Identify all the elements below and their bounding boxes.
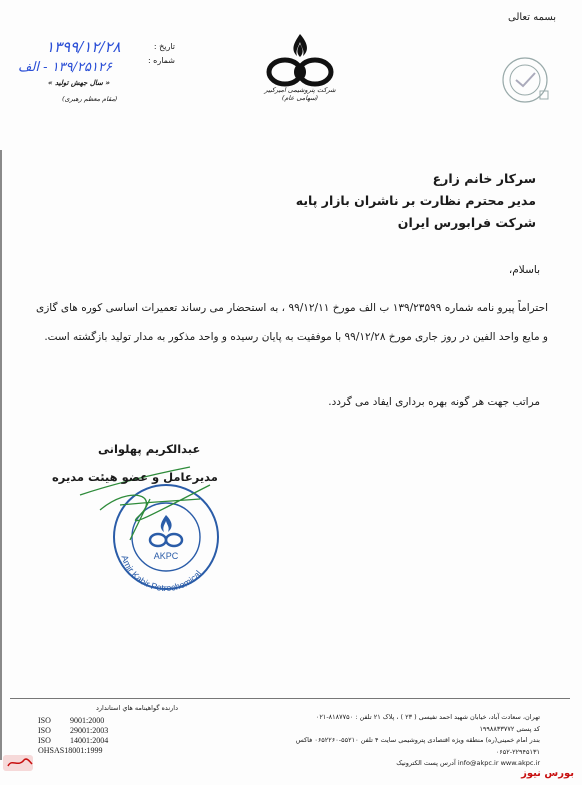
iso-standard: ISO bbox=[38, 726, 51, 735]
iso-certificates bbox=[38, 716, 140, 756]
recipient-block bbox=[296, 168, 536, 234]
recipient-line: سرکار خانم زارع bbox=[432, 171, 536, 186]
company-address bbox=[250, 712, 540, 770]
footer-divider bbox=[10, 698, 570, 699]
closing-line: مراتب جهت هر گونه بهره برداری ایفاد می گردد. bbox=[328, 396, 540, 408]
iso-title: دارنده گواهینامه هاي استاندارد bbox=[96, 704, 178, 712]
stamp-text: Amir Kabir Petrochemical bbox=[119, 553, 204, 594]
greeting: باسلام، bbox=[508, 264, 540, 276]
iso-standard: ISO bbox=[38, 716, 51, 725]
company-caption: شرکت پتروشیمی امیرکبیر (سهامی عام) bbox=[264, 86, 336, 102]
stamp-abbr: AKPC bbox=[153, 551, 179, 561]
iso-row bbox=[38, 726, 140, 736]
recipient-line: شرکت فرابورس ایران bbox=[397, 215, 536, 230]
certification-seal-icon bbox=[496, 55, 554, 105]
iso-row bbox=[38, 716, 140, 726]
recipient-line: مدیر محترم نظارت بر ناشران بازار پایه bbox=[295, 193, 536, 208]
iso-code: 18001:1999 bbox=[64, 746, 103, 755]
date-label: تاریخ : bbox=[153, 42, 175, 51]
bismillah: بسمه تعالی bbox=[508, 12, 557, 23]
address-line: کد پستی ۱۹۹۸۸۳۳۷۷۲ bbox=[479, 724, 540, 733]
address-line: بندر امام خمینی(ره) منطقه ویژه اقتصادی پتروشیمی سایت ۴ تلفن ۵۵۲۱۰-۰۶۵۲۲۶۰ فاکس ۲۲۹۴۵۱۳۱-۰۶۵۲ bbox=[295, 736, 540, 756]
iso-standard: ISO bbox=[38, 736, 51, 745]
iso-standard: OHSAS bbox=[38, 746, 65, 755]
address-line: تهران، سعادت آباد، خیابان شهید احمد نفیسی ( ۲۳ ) ، پلاک ۲۱ تلفن : ۸۱۸۷۷۵۰-۰۲۱ bbox=[315, 713, 540, 721]
slogan-attribution: (مقام معظم رهبری) bbox=[62, 95, 118, 103]
watermark-icon bbox=[2, 752, 36, 774]
iso-code: 29001:2003 bbox=[70, 726, 109, 735]
iso-code: 14001:2004 bbox=[70, 736, 109, 745]
signer-name: عبدالکریم پهلوانی bbox=[98, 442, 201, 456]
date-number-labels bbox=[145, 40, 175, 68]
number-label: شماره : bbox=[147, 56, 175, 65]
address-line: info@akpc.ir www.akpc.ir آدرس پست الکترونیک bbox=[396, 759, 540, 767]
iso-row bbox=[38, 746, 140, 756]
signer-title: مدیرعامل و عضو هیئت مدیره bbox=[52, 470, 218, 484]
handwritten-number: ۱۳۹/۲۵۱۲۶ - الف bbox=[18, 60, 112, 75]
letter-body: احتراماً پیرو نامه شماره ۱۳۹/۲۳۵۹۹ ب الف مورخ ۹۹/۱۲/۱۱ ، به استحضار می رساند تعمیرات اساسی کوره های گازی و مایع واحد الفین در روز جاری مورخ ۹۹/۱۲/۲۸ با موفقیت به پایان رسیده و واحد مذکور به مدار تولید بازگشته است. bbox=[36, 302, 548, 343]
iso-code: 9001:2000 bbox=[70, 716, 105, 725]
iso-row bbox=[38, 736, 140, 746]
scan-edge bbox=[0, 150, 2, 760]
news-brand-label: بورس نیوز bbox=[521, 768, 574, 779]
year-slogan: « سال جهش تولید » bbox=[48, 79, 110, 87]
handwritten-signature bbox=[60, 455, 230, 545]
handwritten-date: ۱۳۹۹/۱۲/۲۸ bbox=[46, 38, 121, 56]
